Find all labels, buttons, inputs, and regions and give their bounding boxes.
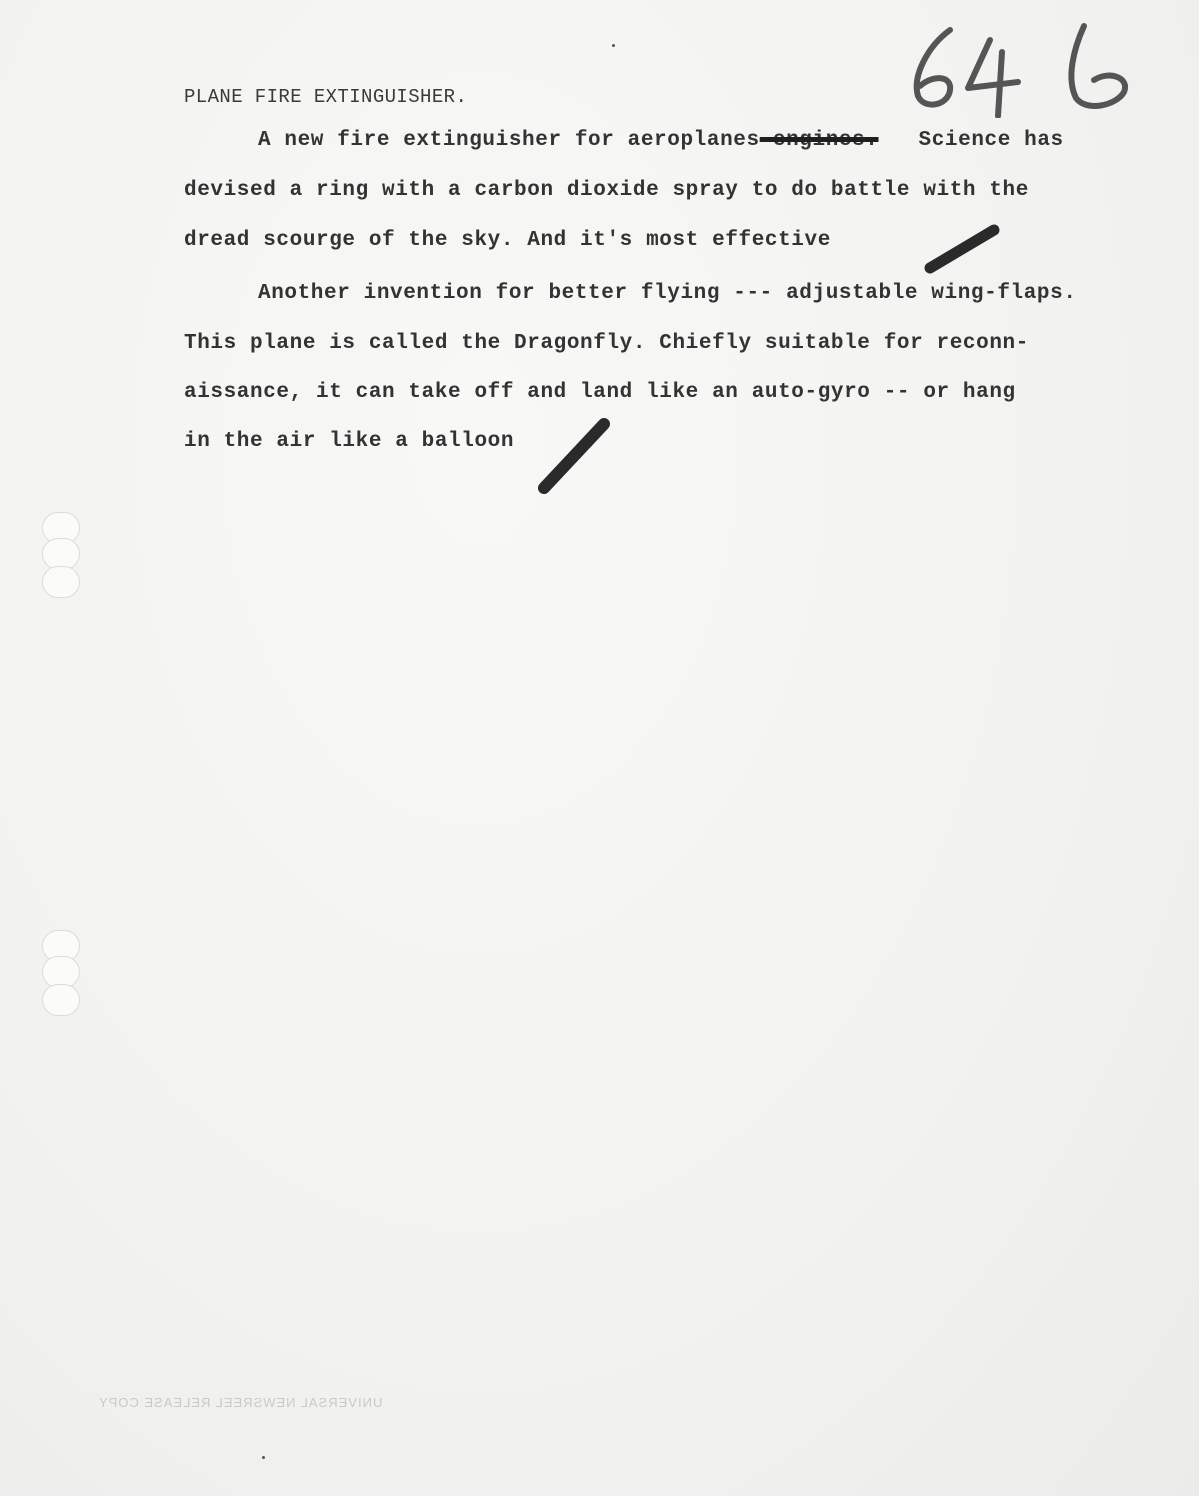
binder-hole [42, 566, 80, 598]
document-title: PLANE FIRE EXTINGUISHER. [184, 86, 468, 108]
body-line: devised a ring with a carbon dioxide spray to do battle with the [184, 179, 1029, 202]
line-text: Science has [918, 129, 1064, 152]
body-line [258, 129, 1064, 152]
body-line: Another invention for better flying --- adjustable wing-flaps. [258, 282, 1077, 305]
handwritten-page-number [898, 18, 1148, 118]
paper-speck [262, 1456, 265, 1459]
struck-out-text: engines. [759, 129, 879, 152]
binder-hole [42, 984, 80, 1016]
body-line: dread scourge of the sky. And it's most effective [184, 229, 831, 252]
line-text: A new fire extinguisher for aeroplanes [258, 129, 760, 152]
paper-speck [612, 44, 615, 47]
bleed-through-text: UNIVERSAL NEWSREEL RELEASE COPY [98, 1395, 383, 1410]
page-number-text: 646 [898, 18, 900, 19]
body-line: in the air like a balloon [184, 430, 515, 453]
edit-slash-mark [922, 222, 1002, 276]
body-line: This plane is called the Dragonfly. Chiefly suitable for reconn- [184, 332, 1029, 355]
edit-slash-mark [534, 414, 614, 498]
body-line: aissance, it can take off and land like an auto-gyro -- or hang [184, 381, 1016, 404]
